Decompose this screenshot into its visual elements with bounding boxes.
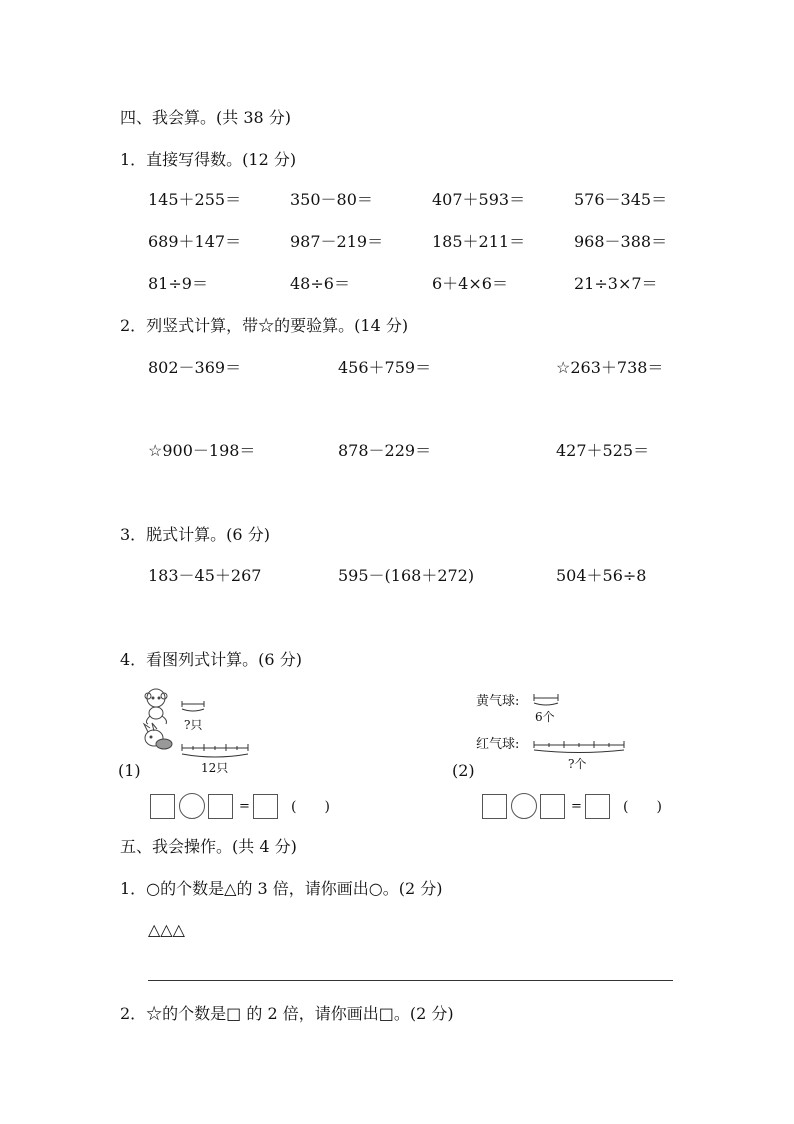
operator-circle[interactable] — [511, 793, 537, 819]
yellow-balloon-label: 黄气球: — [476, 694, 520, 709]
q4-part1-label: (1) — [118, 761, 141, 780]
q2-item: ☆900－198＝ — [148, 441, 256, 460]
q2-item: ☆263＋738＝ — [556, 358, 664, 377]
q1-item: 81÷9＝ — [148, 274, 208, 293]
yellow-bar-icon — [532, 692, 562, 708]
red-count-label: ?个 — [568, 757, 587, 771]
q2-item: 802－369＝ — [148, 358, 242, 377]
equals-sign: = — [571, 799, 582, 814]
answer-box[interactable] — [540, 794, 565, 819]
q3-item: 504＋56÷8 — [556, 566, 647, 585]
q1-item: 21÷3×7＝ — [574, 274, 658, 293]
result-box[interactable] — [253, 794, 278, 819]
q1-item: 350－80＝ — [290, 190, 373, 209]
q2-title: 2．列竖式计算，带☆的要验算。(14 分) — [120, 316, 409, 335]
triangles-row: △△△ — [148, 920, 185, 939]
s5-q1-title: 1．○的个数是△的 3 倍，请你画出○。(2 分) — [120, 879, 443, 898]
q1-item: 6＋4×6＝ — [432, 274, 508, 293]
unit-paren[interactable]: ( ) — [623, 799, 662, 815]
unit-paren[interactable]: ( ) — [291, 799, 330, 815]
q1-item: 185＋211＝ — [432, 232, 526, 251]
monkey-icon — [145, 689, 167, 724]
q2-item: 427＋525＝ — [556, 441, 650, 460]
red-balloon-bar — [532, 737, 632, 755]
q1-item: 576－345＝ — [574, 190, 668, 209]
q3-title: 3．脱式计算。(6 分) — [120, 525, 270, 544]
section-5-title: 五、我会操作。(共 4 分) — [120, 837, 297, 856]
answer-box[interactable] — [482, 794, 507, 819]
q1-item: 145＋255＝ — [148, 190, 242, 209]
q2-item: 878－229＝ — [338, 441, 432, 460]
monkey-bar — [182, 701, 204, 711]
q1-item: 968－388＝ — [574, 232, 668, 251]
answer-box[interactable] — [208, 794, 233, 819]
q1-item: 987－219＝ — [290, 232, 384, 251]
drawing-line[interactable] — [148, 980, 673, 981]
yellow-balloon-bar — [532, 692, 562, 708]
equals-sign: = — [239, 799, 250, 814]
answer-box[interactable] — [150, 794, 175, 819]
s5-q2-title: 2．☆的个数是□ 的 2 倍，请你画出□。(2 分) — [120, 1004, 454, 1023]
red-balloon-label: 红气球: — [476, 737, 520, 752]
yellow-count-label: 6个 — [535, 710, 555, 724]
result-box[interactable] — [585, 794, 610, 819]
q4-part2-label: (2) — [452, 761, 475, 780]
q4-part1-top-label: ?只 — [184, 718, 203, 732]
q1-item: 689＋147＝ — [148, 232, 242, 251]
operator-circle[interactable] — [179, 793, 205, 819]
q4-title: 4．看图列式计算。(6 分) — [120, 650, 302, 669]
q1-item: 407＋593＝ — [432, 190, 526, 209]
rabbit-bar — [182, 744, 248, 757]
q2-item: 456＋759＝ — [338, 358, 432, 377]
rabbit-icon — [144, 723, 172, 749]
q4-part1-bottom-label: 12只 — [201, 761, 229, 775]
q3-item: 595－(168＋272) — [338, 566, 475, 585]
q1-title: 1．直接写得数。(12 分) — [120, 150, 297, 169]
section-4-title: 四、我会算。(共 38 分) — [120, 108, 292, 127]
q1-item: 48÷6＝ — [290, 274, 350, 293]
red-bar-icon — [532, 737, 632, 755]
q3-item: 183－45＋267 — [148, 566, 262, 585]
